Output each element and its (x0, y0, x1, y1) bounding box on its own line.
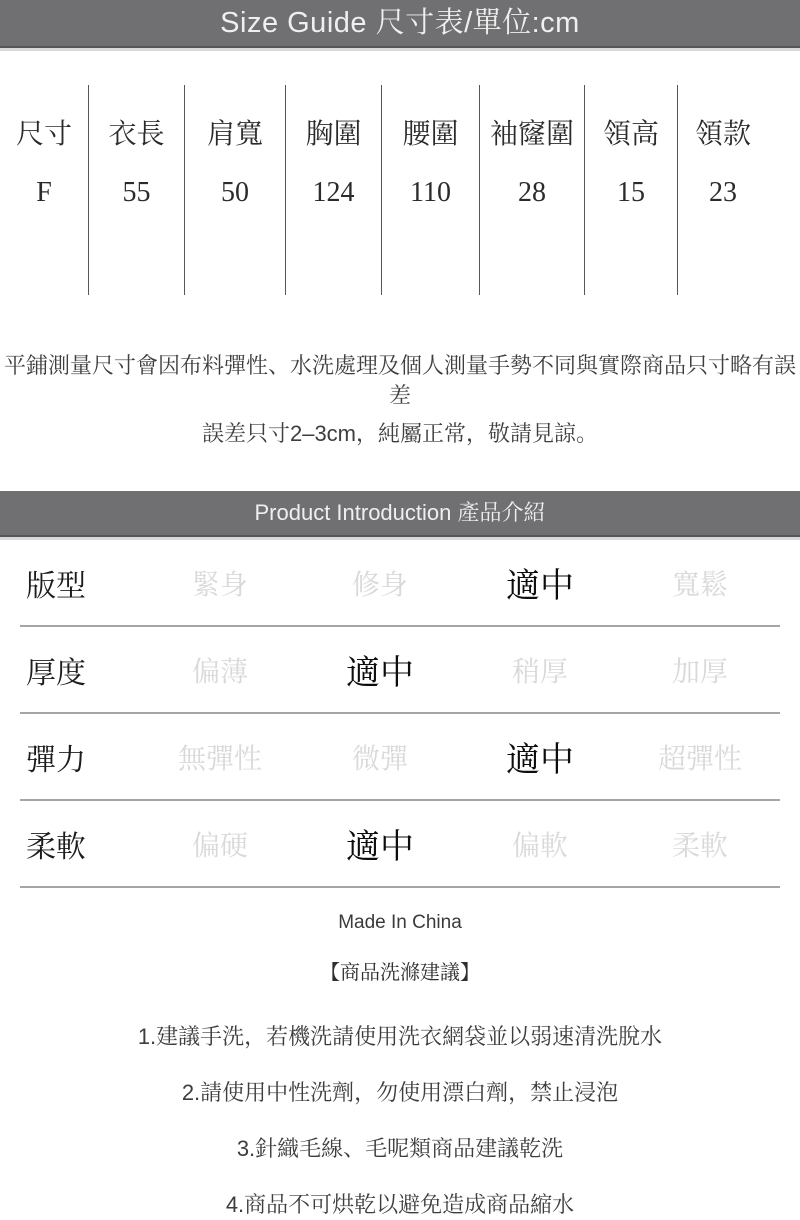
product-intro-title: Product Introduction 產品介紹 (254, 500, 546, 525)
column-header: 尺寸 (15, 119, 72, 150)
row-label: 版型 (26, 569, 86, 603)
size-table-column (185, 85, 286, 295)
attribute-option-selected: 適中 (506, 742, 574, 779)
size-table-column (382, 85, 480, 295)
column-header: 腰圍 (402, 119, 459, 150)
attribute-option: 寬鬆 (671, 569, 728, 601)
wash-instruction-2: 2.請使用中性洗劑，勿使用漂白劑，禁止浸泡 (181, 1080, 619, 1105)
size-table-column (0, 85, 89, 295)
column-header: 衣長 (108, 119, 165, 150)
size-table-column (286, 85, 382, 295)
size-table-column (89, 85, 185, 295)
attribute-option-selected: 適中 (346, 655, 414, 692)
size-table-column (585, 85, 678, 295)
attribute-option: 無彈性 (177, 743, 262, 775)
attribute-option: 偏硬 (191, 830, 248, 862)
column-header: 袖窿圍 (489, 119, 574, 150)
column-header: 領高 (602, 119, 659, 150)
attribute-row-thickness (20, 627, 780, 714)
cell-value: 110 (410, 177, 451, 208)
size-guide-header (0, 0, 800, 48)
cell-value: 28 (518, 177, 546, 208)
column-header: 胸圍 (305, 119, 362, 150)
cell-value: 124 (312, 177, 355, 208)
cell-value: 55 (122, 177, 151, 208)
wash-advice-title: 【商品洗滌建議】 (320, 962, 480, 984)
note-line-1: 平鋪測量尺寸會因布料彈性、水洗處理及個人測量手勢不同與實際商品只寸略有誤差 (3, 353, 796, 408)
product-attribute-table (20, 540, 780, 888)
product-intro-header (0, 491, 800, 537)
attribute-option: 緊身 (191, 569, 248, 601)
attribute-option-selected: 適中 (506, 568, 574, 605)
attribute-option: 偏薄 (191, 656, 248, 688)
attribute-option: 超彈性 (657, 743, 742, 775)
size-guide-title: Size Guide 尺寸表/單位:cm (220, 7, 580, 39)
size-table-column (480, 85, 585, 295)
attribute-option: 加厚 (671, 656, 728, 688)
attribute-row-softness (20, 801, 780, 888)
cell-value: 50 (221, 177, 249, 208)
wash-instructions (0, 1022, 800, 1220)
row-label: 厚度 (26, 656, 86, 690)
attribute-option-selected: 適中 (346, 829, 414, 866)
cell-value: 15 (617, 177, 645, 208)
note-line-2: 誤差只寸2–3cm，純屬正常，敬請見諒。 (201, 421, 599, 446)
attribute-option: 稍厚 (511, 656, 568, 688)
cell-value: 23 (709, 177, 737, 208)
attribute-option: 修身 (351, 569, 408, 601)
wash-instruction-1: 1.建議手洗，若機洗請使用洗衣網袋並以弱速清洗脫水 (137, 1024, 663, 1049)
attribute-option: 柔軟 (671, 830, 728, 862)
size-table-column (678, 85, 768, 295)
column-header: 領款 (694, 119, 751, 150)
attribute-option: 偏軟 (511, 830, 568, 862)
row-label: 彈力 (26, 743, 86, 777)
column-header: 肩寬 (206, 119, 263, 150)
attribute-row-elasticity (20, 714, 780, 801)
wash-instruction-4: 4.商品不可烘乾以避免造成商品縮水 (225, 1192, 575, 1217)
made-in-label: Made In China (338, 912, 462, 933)
cell-value: F (36, 177, 52, 208)
wash-instruction-3: 3.針織毛線、毛呢類商品建議乾洗 (236, 1136, 564, 1161)
attribute-row-fit (20, 540, 780, 627)
attribute-option: 微彈 (351, 743, 408, 775)
row-label: 柔軟 (26, 830, 86, 864)
size-table (0, 85, 768, 295)
measurement-note (0, 351, 800, 449)
